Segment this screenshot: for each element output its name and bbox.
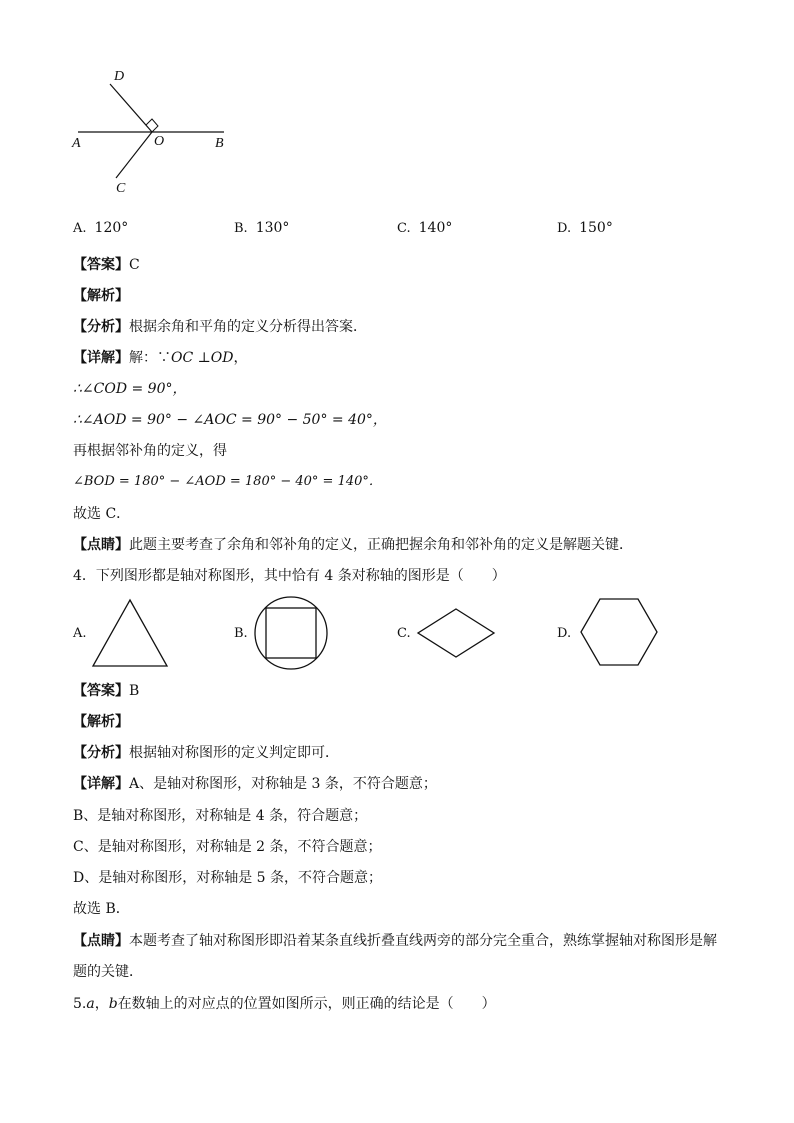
angle-figure <box>60 62 250 202</box>
q3-option-b <box>234 220 289 237</box>
q3-step4: ∠BOD = 180° − ∠AOD = 180° − 40° = 140°． <box>73 474 382 489</box>
option-letter: C. <box>397 221 411 236</box>
q4-fenxi: 【分析】根据轴对称图形的定义判定即可． <box>73 745 339 761</box>
q3-conclusion: 故选 C． <box>73 506 131 522</box>
q3-step3: 再根据邻补角的定义，得 <box>73 443 227 459</box>
q3-fenxi: 【分析】根据余角和平角的定义分析得出答案． <box>73 319 367 335</box>
rhombus-icon <box>414 606 498 660</box>
option-letter: B. <box>234 221 248 236</box>
label-d: D <box>114 69 125 84</box>
label-o: O <box>154 134 165 149</box>
label-a: A <box>72 136 81 151</box>
q4-conclusion: 故选 B． <box>73 901 130 917</box>
q4-dianjing-cont: 题的关键． <box>73 964 143 980</box>
q3-answer: 【答案】C <box>73 257 140 273</box>
q4-line-d: D、是轴对称图形，对称轴是 5 条，不符合题意； <box>73 870 383 886</box>
option-value: 130° <box>255 220 290 236</box>
q3-option-a <box>73 220 128 237</box>
q4-analysis-heading: 【解析】 <box>73 714 129 730</box>
q4-option-a-label: A. <box>73 626 87 641</box>
q4-option-c-label: C. <box>397 626 411 641</box>
option-letter: A. <box>73 221 87 236</box>
q4-line-c: C、是轴对称图形，对称轴是 2 条，不符合题意； <box>73 839 382 855</box>
hexagon-icon <box>578 596 660 668</box>
triangle-icon <box>90 596 170 670</box>
q4-answer: 【答案】B <box>73 683 140 699</box>
q3-step1: ∴∠COD = 90°， <box>73 381 187 397</box>
option-letter: D. <box>557 221 572 236</box>
label-c: C <box>116 181 126 196</box>
q5-stem: 5.a，b在数轴上的对应点的位置如图所示，则正确的结论是（ ） <box>73 996 496 1012</box>
q3-xiangjie: 【详解】解：∵OC ⊥OD， <box>73 350 248 366</box>
ray-oc <box>116 132 152 178</box>
square-in-circle-icon <box>253 594 333 672</box>
q4-option-b-label: B. <box>234 626 248 641</box>
q4-xiangjie: 【详解】A、是轴对称图形，对称轴是 3 条，不符合题意； <box>73 776 437 792</box>
option-value: 140° <box>418 220 453 236</box>
q3-analysis-heading: 【解析】 <box>73 288 129 304</box>
option-value: 120° <box>94 220 129 236</box>
right-angle-mark <box>146 119 158 132</box>
option-value: 150° <box>579 220 613 236</box>
q4-stem: 4．下列图形都是轴对称图形，其中恰有 4 条对称轴的图形是（ ） <box>73 568 506 584</box>
label-b: B <box>215 136 224 151</box>
q3-step2: ∴∠AOD = 90° − ∠AOC = 90° − 50° = 40°， <box>73 412 387 428</box>
q4-option-d-label: D. <box>557 626 572 641</box>
q3-option-d <box>557 220 613 237</box>
q3-option-c <box>397 220 452 237</box>
q4-dianjing: 【点睛】本题考查了轴对称图形即沿着某条直线折叠直线两旁的部分完全重合，熟练掌握轴对称图形是解 <box>73 933 717 949</box>
ray-od <box>110 84 152 132</box>
q3-dianjing: 【点睛】此题主要考查了余角和邻补角的定义，正确把握余角和邻补角的定义是解题关键． <box>73 537 633 553</box>
q4-line-b: B、是轴对称图形，对称轴是 4 条，符合题意； <box>73 808 368 824</box>
